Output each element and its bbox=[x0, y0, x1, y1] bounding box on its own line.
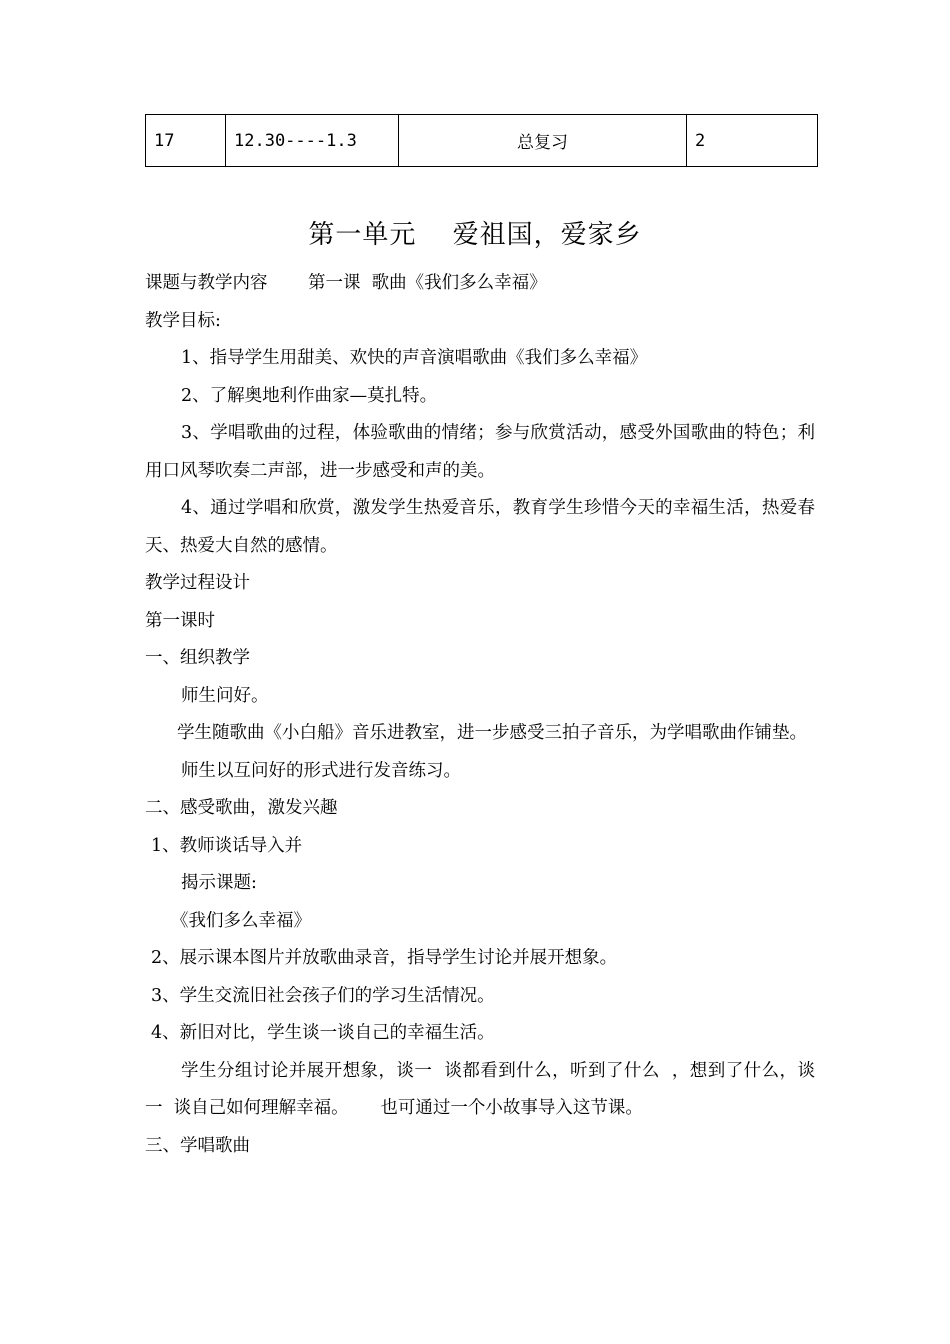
step-text: 师生以互问好的形式进行发音练习。 bbox=[181, 760, 461, 781]
schedule-table bbox=[145, 114, 818, 167]
song-title: 《我们多么幸福》 bbox=[171, 910, 311, 931]
table-row bbox=[146, 115, 818, 167]
section-heading: 二、感受歌曲，激发兴趣 bbox=[145, 798, 338, 818]
goal-item: 4、通过学唱和欣赏，激发学生热爱音乐，教育学生珍惜今天的幸福生活，热爱春天、热爱大自然的感情。 bbox=[145, 498, 815, 556]
step-text: 学生随歌曲《小白船》音乐进教室，进一步感受三拍子音乐，为学唱歌曲作铺垫。 bbox=[177, 723, 807, 743]
step-item: 1、教师谈话导入并 bbox=[151, 835, 303, 856]
process-heading: 教学过程设计 bbox=[145, 573, 250, 593]
topic-line: 课题与教学内容 第一课 歌曲《我们多么幸福》 bbox=[145, 273, 547, 293]
hours-cell: 2 bbox=[687, 115, 818, 167]
step-text: 揭示课题: bbox=[181, 873, 257, 893]
step-item: 3、学生交流旧社会孩子们的学习生活情况。 bbox=[151, 985, 495, 1006]
goals-heading: 教学目标: bbox=[145, 310, 221, 331]
page-title: 第一单元 爱祖国，爱家乡 bbox=[308, 220, 642, 250]
step-item: 2、展示课本图片并放歌曲录音，指导学生讨论并展开想象。 bbox=[151, 948, 618, 968]
section-heading: 三、学唱歌曲 bbox=[145, 1135, 250, 1156]
step-text: 学生分组讨论并展开想象，谈一 谈都看到什么，听到了什么 ，想到了什么，谈一 谈自己如何理解幸福。 也可通过一个小故事导入这节课。 bbox=[145, 1060, 815, 1118]
section-heading: 一、组织教学 bbox=[145, 648, 250, 668]
step-item: 4、新旧对比，学生谈一谈自己的幸福生活。 bbox=[151, 1023, 495, 1043]
goal-item: 2、了解奥地利作曲家—莫扎特。 bbox=[181, 385, 438, 406]
step-text: 师生问好。 bbox=[181, 685, 269, 706]
goal-item: 1、指导学生用甜美、欢快的声音演唱歌曲《我们多么幸福》 bbox=[181, 348, 648, 368]
content-cell: 总复习 bbox=[399, 115, 687, 167]
lesson-plan-body bbox=[145, 265, 815, 1165]
goal-item: 3、学唱歌曲的过程，体验歌曲的情绪；参与欣赏活动，感受外国歌曲的特色；利用口风琴吹奏二声部，进一步感受和声的美。 bbox=[145, 423, 815, 481]
lesson-heading: 第一课时 bbox=[145, 610, 215, 631]
date-range-cell: 12.30----1.3 bbox=[226, 115, 399, 167]
week-number-cell: 17 bbox=[146, 115, 226, 167]
